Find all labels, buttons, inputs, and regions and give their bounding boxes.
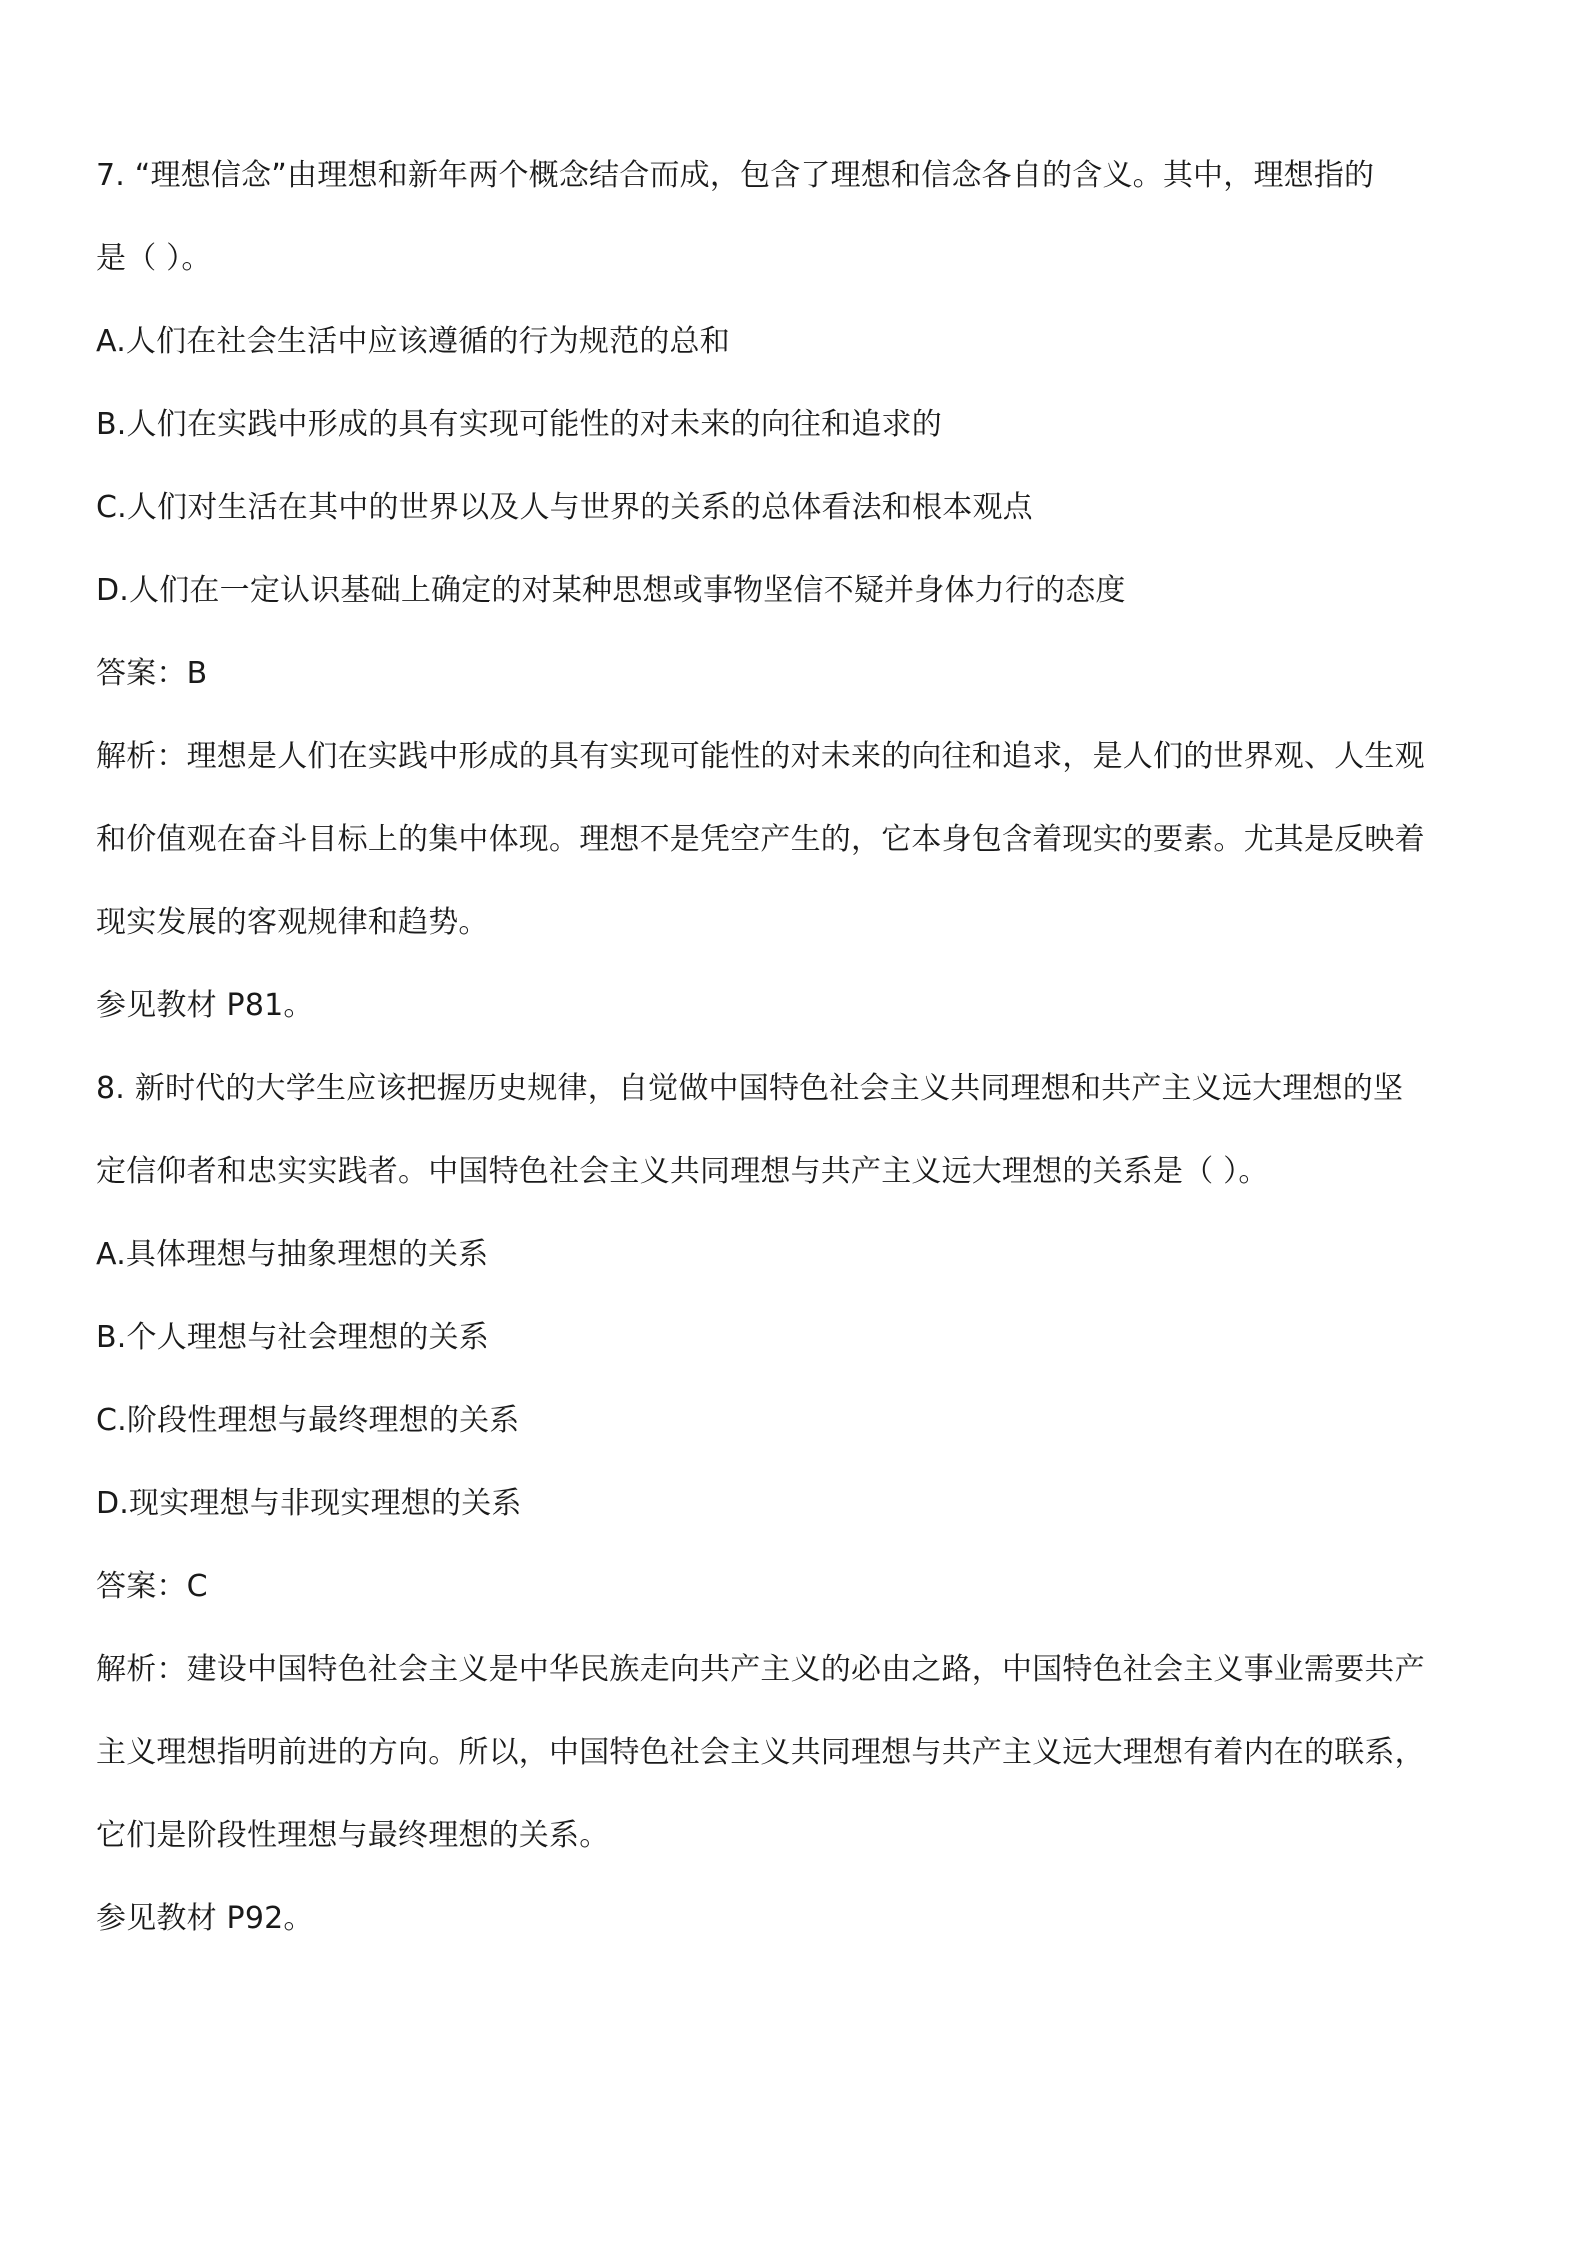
analysis-line: 现实发展的客观规律和趋势。	[96, 905, 489, 940]
question-stem-line: 8. 新时代的大学生应该把握历史规律，自觉做中国特色社会主义共同理想和共产主义远大理想的坚	[96, 1071, 1404, 1106]
analysis-line: 和价值观在奋斗目标上的集中体现。理想不是凭空产生的，它本身包含着现实的要素。尤其是反映着	[96, 822, 1425, 857]
question-8	[96, 1068, 1496, 1940]
option-a: A.具体理想与抽象理想的关系	[96, 1237, 489, 1272]
question-7	[96, 155, 1496, 1027]
option-d: D.现实理想与非现实理想的关系	[96, 1486, 522, 1521]
analysis-line: 主义理想指明前进的方向。所以，中国特色社会主义共同理想与共产主义远大理想有着内在的联系，	[96, 1735, 1425, 1770]
option-c: C.阶段性理想与最终理想的关系	[96, 1403, 520, 1438]
document-page	[96, 155, 1496, 1981]
question-stem-line: 7. “理想信念”由理想和新年两个概念结合而成，包含了理想和信念各自的含义。其中，理想指的	[96, 158, 1375, 193]
analysis-line: 解析：建设中国特色社会主义是中华民族走向共产主义的必由之路，中国特色社会主义事业需要共产	[96, 1652, 1425, 1687]
textbook-reference: 参见教材 P92。	[96, 1901, 314, 1936]
option-d: D.人们在一定认识基础上确定的对某种思想或事物坚信不疑并身体力行的态度	[96, 573, 1126, 608]
answer: 答案：C	[96, 1569, 208, 1604]
option-b: B.人们在实践中形成的具有实现可能性的对未来的向往和追求的	[96, 407, 942, 442]
analysis-line: 它们是阶段性理想与最终理想的关系。	[96, 1818, 610, 1853]
option-a: A.人们在社会生活中应该遵循的行为规范的总和	[96, 324, 730, 359]
question-stem-line: 是（ ）。	[96, 241, 212, 276]
option-b: B.个人理想与社会理想的关系	[96, 1320, 489, 1355]
question-stem-line: 定信仰者和忠实实践者。中国特色社会主义共同理想与共产主义远大理想的关系是（ ）。	[96, 1154, 1269, 1189]
answer: 答案：B	[96, 656, 208, 691]
textbook-reference: 参见教材 P81。	[96, 988, 314, 1023]
analysis-line: 解析：理想是人们在实践中形成的具有实现可能性的对未来的向往和追求，是人们的世界观、人生观	[96, 739, 1425, 774]
option-c: C.人们对生活在其中的世界以及人与世界的关系的总体看法和根本观点	[96, 490, 1033, 525]
